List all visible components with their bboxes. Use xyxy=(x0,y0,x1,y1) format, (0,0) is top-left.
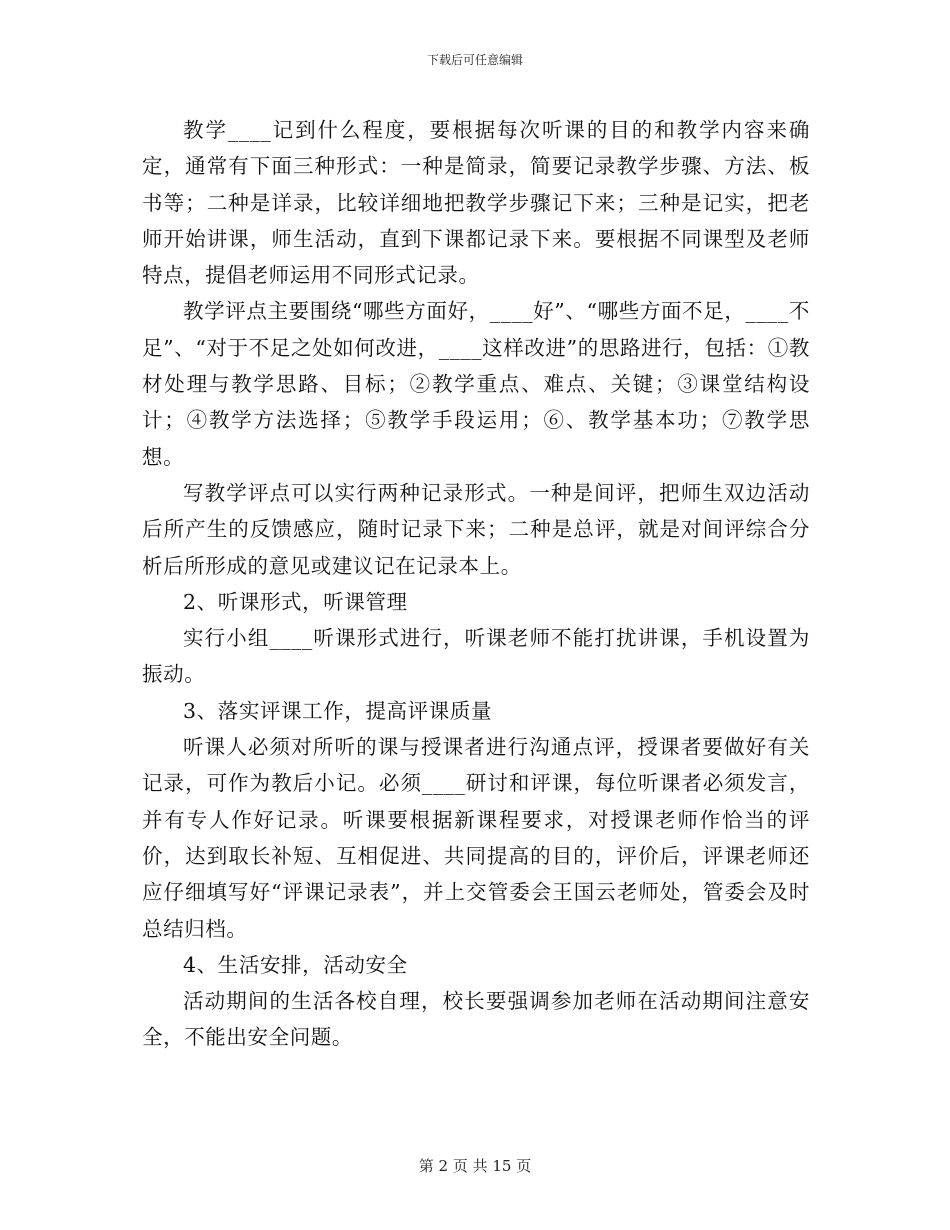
section-heading-evaluation-quality: 3、落实评课工作，提高评课质量 xyxy=(183,698,493,723)
section-heading-listening-management: 2、听课形式，听课管理 xyxy=(183,589,408,614)
page-footer: 第 2 页 共 15 页 xyxy=(418,1157,532,1175)
paragraph-evaluation-points: 教学评点主要围绕“哪些方面好，____好”、“哪些方面不足，____不足”、“对于不足之处如何改进，____这样改进”的思路进行，包括：①教材处理与教学思路、目标；②教学重点、难点、关键；③课堂结构设计；④教学方法选择；⑤教学手段运用；⑥、教学基本功；⑦教学思想。 xyxy=(142,299,810,469)
paragraph-record-forms: 教学____记到什么程度，要根据每次听课的目的和教学内容来确定，通常有下面三种形式：一种是简录，简要记录教学步骤、方法、板书等；二种是详录，比较详细地把教学步骤记下来；三种是记实，把老师开始讲课，师生活动，直到下课都记录下来。要根据不同课型及老师特点，提倡老师运用不同形式记录。 xyxy=(142,118,810,288)
paragraph-evaluation-record-forms: 写教学评点可以实行两种记录形式。一种是间评，把师生双边活动后所产生的反馈感应，随时记录下来；二种是总评，就是对间评综合分析后所形成的意见或建议记在记录本上。 xyxy=(142,480,810,578)
section-heading-life-safety: 4、生活安排，活动安全 xyxy=(183,952,408,977)
paragraph-evaluation-work: 听课人必须对所听的课与授课者进行沟通点评，授课者要做好有关记录，可作为教后小记。必须____研讨和评课，每位听课者必须发言，并有专人作好记录。听课要根据新课程要求，对授课老师作恰当的评价，达到取长补短、互相促进、共同提高的目的，评价后，评课老师还应仔细填写好“评课记录表”，并上交管委会王国云老师处，管委会及时总结归档。 xyxy=(142,735,810,941)
document-body xyxy=(142,112,810,1056)
paragraph-listening-form: 实行小组____听课形式进行，听课老师不能打扰讲课，手机设置为振动。 xyxy=(142,626,810,687)
paragraph-activity-safety: 活动期间的生活各校自理，校长要强调参加老师在活动期间注意安全，不能出安全问题。 xyxy=(142,989,810,1050)
page-header: 下载后可任意编辑 xyxy=(426,53,523,67)
